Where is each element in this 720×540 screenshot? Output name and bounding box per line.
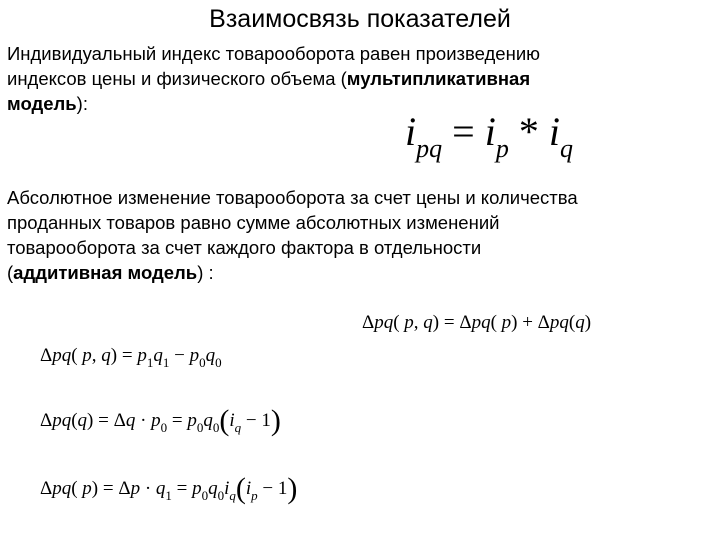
text-run: ): <box>76 93 88 114</box>
paragraph-line: товарооборота за счет каждого фактора в отдельности <box>7 237 482 258</box>
paragraph-line <box>7 66 540 91</box>
paragraph-line: Индивидуальный индекс товарооборота равен произведению <box>7 43 541 64</box>
paragraph-line <box>7 260 578 285</box>
text-run: индексов цены и физического объема ( <box>7 68 347 89</box>
text-run: ( <box>7 262 14 283</box>
bold-term: модель <box>7 93 77 114</box>
formula-price-change: Δpq( $p) = \Delta p \cdot q_1 = p_0q_0i_q(i_p - 1)$ <box>40 472 298 505</box>
formula-multiplicative: $i_{pq} = i_p * i_q$ <box>405 109 573 163</box>
paragraph-multiplicative <box>7 41 540 116</box>
formula-additive: Δpq( p, q) = Δpq( p) + Δpq(q) <box>362 312 592 333</box>
bold-term: мультипликативная <box>346 68 531 89</box>
bold-term: аддитивная модель <box>13 262 198 283</box>
formula-total-change: Δpq( p, $q) = p_1q_1 - p_0q_0$ <box>40 345 222 370</box>
text-run: ) : <box>197 262 214 283</box>
formula-quantity-change: $\Delta pq(q) = \Delta q \cdot p_0 = p_0q_0(i_q - 1)$ <box>40 404 281 437</box>
paragraph-line: проданных товаров равно сумме абсолютных изменений <box>7 212 500 233</box>
slide-title: Взаимосвязь показателей <box>209 5 511 33</box>
paragraph-additive <box>7 185 578 285</box>
paragraph-line: Абсолютное изменение товарооборота за счет цены и количества <box>7 187 578 208</box>
